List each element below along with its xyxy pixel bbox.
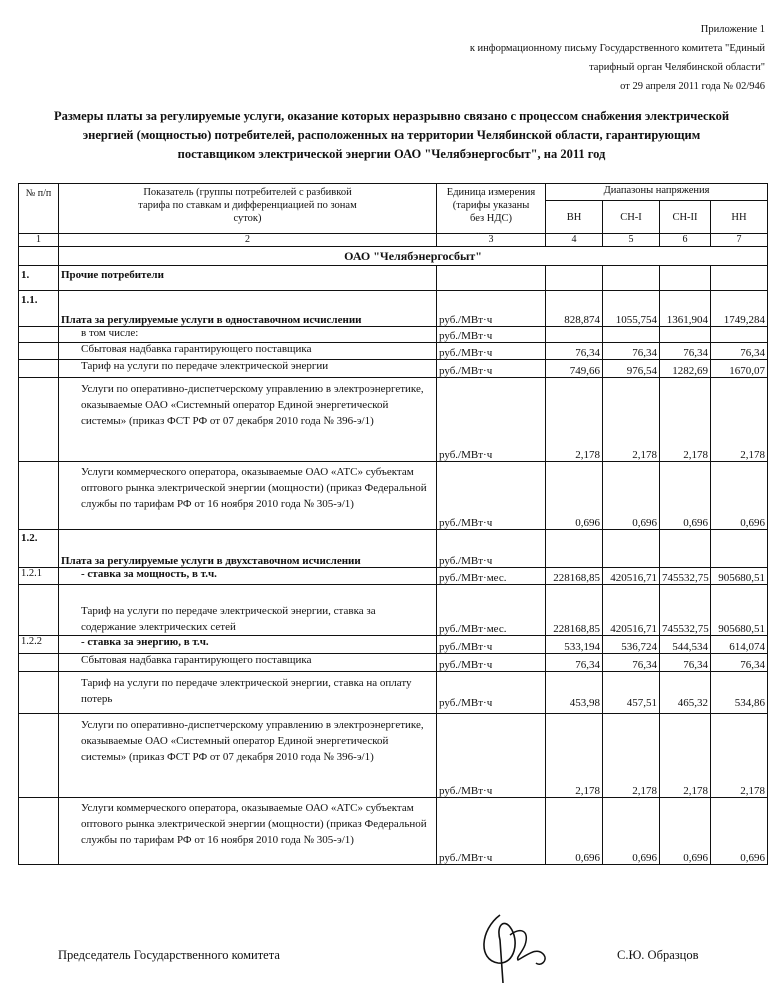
row-number: 1.2.	[19, 530, 59, 568]
column-number: 1	[19, 234, 59, 247]
value-vn: 76,34	[546, 343, 603, 360]
table-row	[19, 462, 768, 530]
value-sn2: 76,34	[660, 343, 711, 360]
title-line-3: поставщиком электрической энергии ОАО "Челябэнергосбыт", на 2011 год	[177, 147, 606, 161]
table-row	[19, 654, 768, 672]
appendix-line-3: тарифный орган Челябинской области"	[589, 62, 765, 73]
column-numbers-row	[19, 234, 768, 247]
row-label: Услуги по оперативно-диспетчерскому управлению в электроэнергетике, оказываемые ОАО «Системный оператор Единой энергетической системы» (приказ ФСТ РФ от 07 декабря 2010 года № 396-э/1)	[59, 714, 437, 798]
column-number: 4	[546, 234, 603, 247]
row-unit: руб./МВт·ч	[437, 291, 546, 327]
value-sn2: 2,178	[660, 714, 711, 798]
value-vn: 76,34	[546, 654, 603, 672]
row-label: Тариф на услуги по передаче электрической энергии, ставка на оплату потерь	[59, 672, 437, 714]
value-nn: 1670,07	[711, 360, 768, 378]
header-sn1: СН-I	[603, 201, 660, 234]
table-row	[19, 327, 768, 343]
column-number: 7	[711, 234, 768, 247]
value-sn1: 976,54	[603, 360, 660, 378]
appendix-header	[385, 20, 765, 96]
column-number: 2	[59, 234, 437, 247]
table-row	[19, 343, 768, 360]
value-vn: 2,178	[546, 714, 603, 798]
company-row	[19, 247, 768, 266]
row-unit: руб./МВт·ч	[437, 672, 546, 714]
row-label: Тариф на услуги по передаче электрической энергии, ставка за содержание электрических сетей	[59, 585, 437, 636]
row-number: 1.	[19, 266, 59, 291]
value-vn: 453,98	[546, 672, 603, 714]
row-label: Услуги коммерческого оператора, оказываемые ОАО «АТС» субъектам оптового рынка электрической энергии (мощности) (приказ Федеральной службы по тарифам РФ от 16 ноября 2010 года № 305-э/1)	[59, 798, 437, 865]
header-voltage-ranges: Диапазоны напряжения	[546, 184, 768, 201]
value-sn1: 420516,71	[603, 568, 660, 585]
value-vn: 228168,85	[546, 568, 603, 585]
header-sn2: СН-II	[660, 201, 711, 234]
value-sn2: 745532,75	[660, 568, 711, 585]
value-vn: 2,178	[546, 378, 603, 462]
value-sn1: 76,34	[603, 343, 660, 360]
signatory-name: С.Ю. Образцов	[617, 948, 699, 962]
value-sn2: 465,32	[660, 672, 711, 714]
value-vn: 828,874	[546, 291, 603, 327]
row-unit: руб./МВт·ч	[437, 343, 546, 360]
header-nn: НН	[711, 201, 768, 234]
table-row	[19, 585, 768, 636]
row-number: 1.2.1	[19, 568, 59, 585]
table-row	[19, 798, 768, 865]
value-nn: 1749,284	[711, 291, 768, 327]
row-label: Плата за регулируемые услуги в одноставочном исчислении	[59, 291, 437, 327]
row-label: Прочие потребители	[59, 266, 437, 291]
value-sn2: 544,534	[660, 636, 711, 654]
table-row	[19, 530, 768, 568]
row-unit: руб./МВт·ч	[437, 798, 546, 865]
value-sn2: 1282,69	[660, 360, 711, 378]
table-row	[19, 266, 768, 291]
row-unit: руб./МВт·ч	[437, 378, 546, 462]
value-sn2: 0,696	[660, 462, 711, 530]
value-nn: 534,86	[711, 672, 768, 714]
value-nn: 905680,51	[711, 585, 768, 636]
value-sn2: 76,34	[660, 654, 711, 672]
value-sn2: 0,696	[660, 798, 711, 865]
table-row	[19, 714, 768, 798]
table-row	[19, 291, 768, 327]
header-indicator: Показатель (группы потребителей с разбивкой тарифа по ставкам и дифференциацией по зонам суток)	[59, 184, 437, 234]
table-row	[19, 672, 768, 714]
value-vn: 749,66	[546, 360, 603, 378]
value-sn1: 536,724	[603, 636, 660, 654]
value-sn1: 457,51	[603, 672, 660, 714]
value-sn2: 745532,75	[660, 585, 711, 636]
value-sn2: 2,178	[660, 378, 711, 462]
row-label: Плата за регулируемые услуги в двухставочном исчислении	[59, 530, 437, 568]
value-vn: 228168,85	[546, 585, 603, 636]
row-unit: руб./МВт·ч	[437, 327, 546, 343]
row-label: - ставка за мощность, в т.ч.	[59, 568, 437, 585]
header-unit: Единица измерения (тарифы указаны без НДС)	[437, 184, 546, 234]
appendix-line-1: Приложение 1	[700, 24, 765, 35]
row-unit: руб./МВт·мес.	[437, 585, 546, 636]
header-row	[19, 184, 768, 201]
value-nn: 0,696	[711, 798, 768, 865]
table-row	[19, 360, 768, 378]
title-line-2: энергией (мощностью) потребителей, расположенных на территории Челябинской области, гарантирующим	[82, 128, 701, 142]
row-label: Сбытовая надбавка гарантирующего поставщика	[59, 654, 437, 672]
row-label: - ставка за энергию, в т.ч.	[59, 636, 437, 654]
row-label: Сбытовая надбавка гарантирующего поставщика	[59, 343, 437, 360]
table-row	[19, 378, 768, 462]
value-nn: 905680,51	[711, 568, 768, 585]
value-vn: 0,696	[546, 462, 603, 530]
value-sn1: 76,34	[603, 654, 660, 672]
row-label: Тариф на услуги по передаче электрической энергии	[59, 360, 437, 378]
table-row	[19, 636, 768, 654]
value-nn: 76,34	[711, 654, 768, 672]
row-label: Услуги коммерческого оператора, оказываемые ОАО «АТС» субъектам оптового рынка электрической энергии (мощности) (приказ Федеральной службы по тарифам РФ от 16 ноября 2010 года № 305-э/1)	[59, 462, 437, 530]
value-sn2: 1361,904	[660, 291, 711, 327]
row-number: 1.2.2	[19, 636, 59, 654]
row-unit: руб./МВт·ч	[437, 530, 546, 568]
value-nn: 76,34	[711, 343, 768, 360]
value-nn: 0,696	[711, 462, 768, 530]
table-row	[19, 568, 768, 585]
company-name: ОАО "Челябэнергосбыт"	[59, 247, 768, 266]
value-nn: 2,178	[711, 714, 768, 798]
value-sn1: 1055,754	[603, 291, 660, 327]
column-number: 6	[660, 234, 711, 247]
header-num: № п/п	[19, 184, 59, 234]
value-vn: 0,696	[546, 798, 603, 865]
value-sn1: 2,178	[603, 378, 660, 462]
appendix-line-4: от 29 апреля 2011 года № 02/946	[620, 81, 765, 92]
value-sn1: 420516,71	[603, 585, 660, 636]
row-label: в том числе:	[59, 327, 437, 343]
row-unit: руб./МВт·ч	[437, 360, 546, 378]
document-title	[18, 107, 765, 164]
handwritten-signature	[470, 905, 560, 985]
row-number: 1.1.	[19, 291, 59, 327]
row-unit: руб./МВт·ч	[437, 462, 546, 530]
header-vn: ВН	[546, 201, 603, 234]
value-nn: 2,178	[711, 378, 768, 462]
row-label: Услуги по оперативно-диспетчерскому управлению в электроэнергетике, оказываемые ОАО «Системный оператор Единой энергетической системы» (приказ ФСТ РФ от 07 декабря 2010 года № 396-э/1)	[59, 378, 437, 462]
value-sn1: 0,696	[603, 462, 660, 530]
column-number: 5	[603, 234, 660, 247]
signatory-position: Председатель Государственного комитета	[58, 948, 280, 962]
row-unit: руб./МВт·ч	[437, 636, 546, 654]
row-unit: руб./МВт·мес.	[437, 568, 546, 585]
tariff-table	[18, 183, 768, 865]
value-sn1: 2,178	[603, 714, 660, 798]
row-unit: руб./МВт·ч	[437, 654, 546, 672]
row-unit: руб./МВт·ч	[437, 714, 546, 798]
title-line-1: Размеры платы за регулируемые услуги, оказание которых неразрывно связано с процессом снабжения электрической	[53, 109, 730, 123]
value-sn1: 0,696	[603, 798, 660, 865]
value-vn: 533,194	[546, 636, 603, 654]
appendix-line-2: к информационному письму Государственного комитета "Единый	[469, 43, 765, 54]
value-nn: 614,074	[711, 636, 768, 654]
column-number: 3	[437, 234, 546, 247]
